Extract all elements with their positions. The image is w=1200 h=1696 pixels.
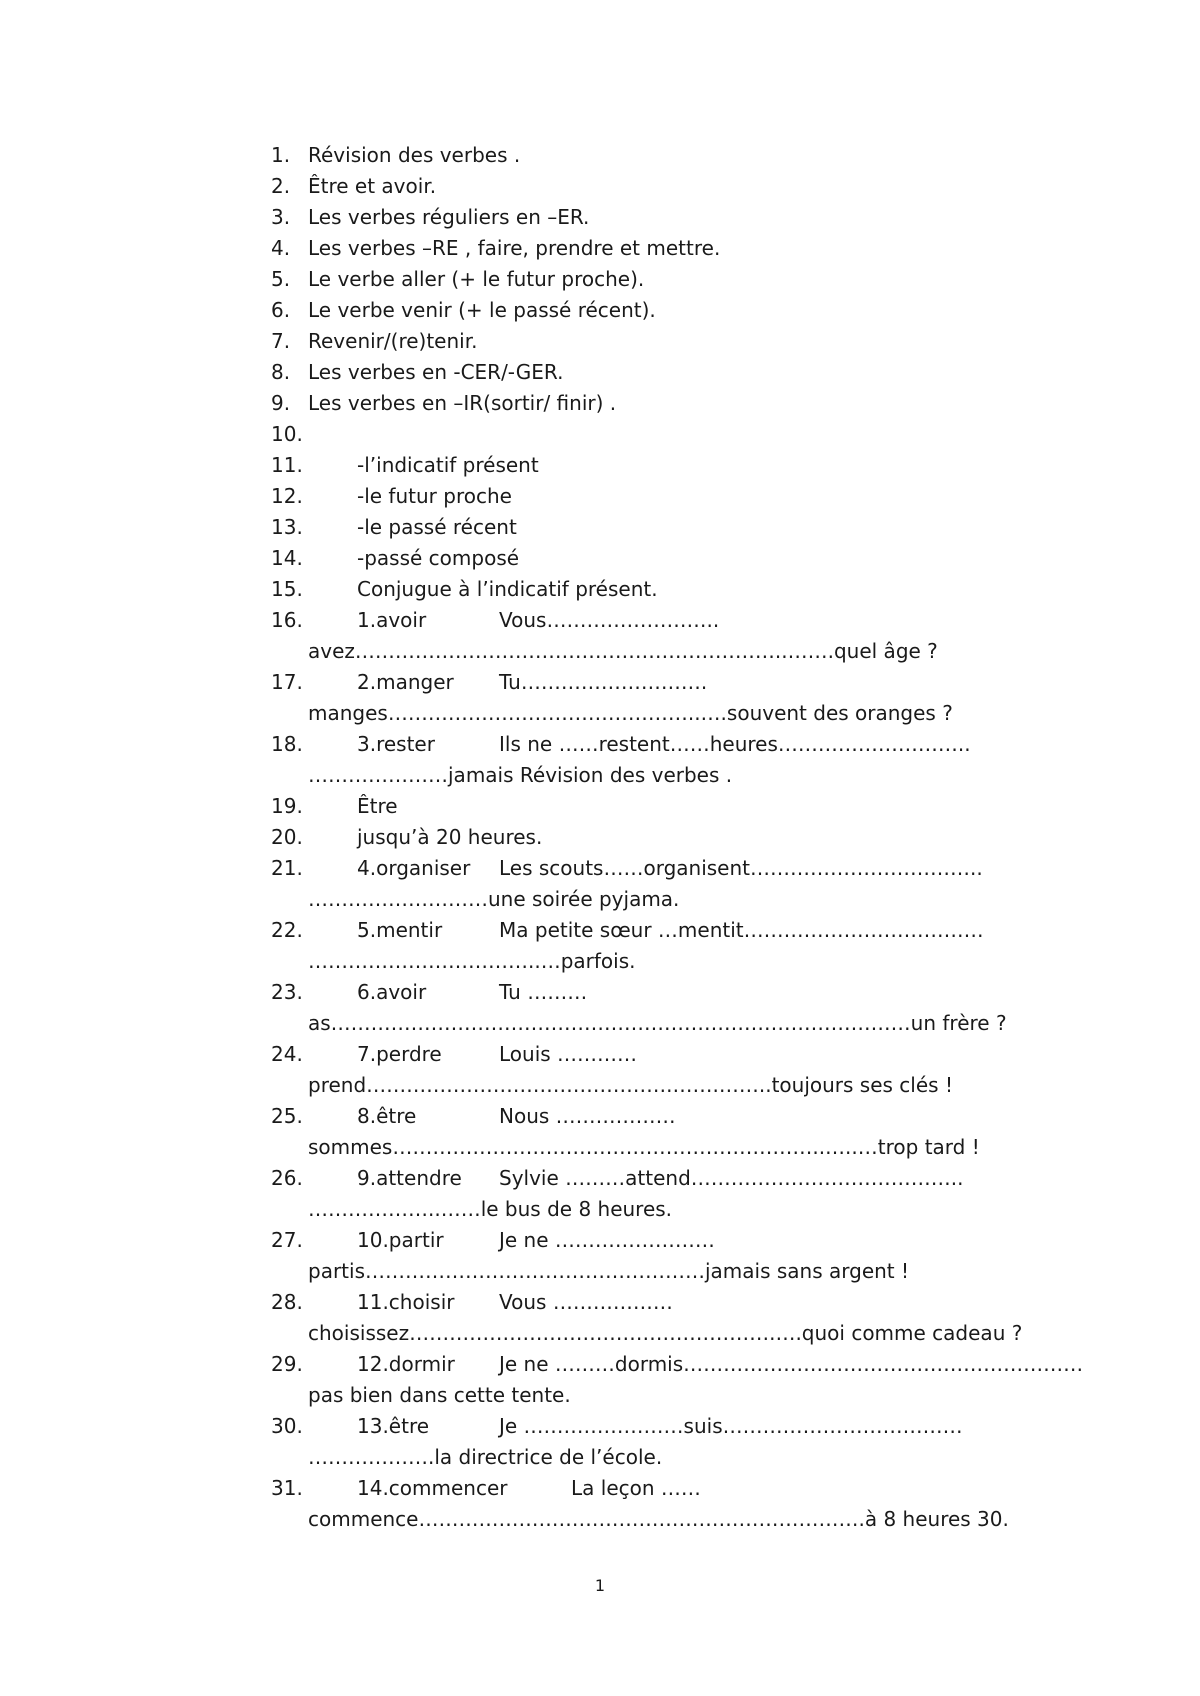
item-number: 14. bbox=[271, 546, 303, 570]
list-item bbox=[271, 574, 1091, 605]
exercise-sentence-end: ……………….la directrice de l’école. bbox=[308, 1445, 663, 1469]
item-number: 13. bbox=[271, 515, 303, 539]
item-number: 8. bbox=[271, 360, 291, 384]
list-item bbox=[271, 1163, 1091, 1225]
item-number: 3. bbox=[271, 205, 291, 229]
item-text: Les verbes –RE , faire, prendre et mettre. bbox=[308, 236, 721, 260]
list-item bbox=[271, 450, 1091, 481]
list-item bbox=[271, 1473, 1091, 1535]
exercise-verb: 13.être bbox=[357, 1414, 430, 1438]
item-number: 7. bbox=[271, 329, 291, 353]
item-text: Les verbes réguliers en –ER. bbox=[308, 205, 590, 229]
list-item bbox=[271, 512, 1091, 543]
item-text: Être bbox=[357, 794, 398, 818]
item-text: -le passé récent bbox=[357, 515, 517, 539]
exercise-sentence-end: …………………jamais Révision des verbes . bbox=[308, 763, 733, 787]
list-item bbox=[271, 1225, 1091, 1287]
exercise-verb: 11.choisir bbox=[357, 1290, 455, 1314]
item-number: 23. bbox=[271, 980, 303, 1004]
item-number: 5. bbox=[271, 267, 291, 291]
exercise-verb: 12.dormir bbox=[357, 1352, 455, 1376]
exercise-sentence-start: Tu ……… bbox=[499, 980, 588, 1004]
item-text: Le verbe aller (+ le futur proche). bbox=[308, 267, 645, 291]
exercise-sentence-start: Louis ………… bbox=[499, 1042, 638, 1066]
exercise-sentence-end: avez………………………………………………………..…….quel âge ? bbox=[308, 639, 938, 663]
list-item bbox=[271, 357, 1091, 388]
list-item bbox=[271, 295, 1091, 326]
list-item bbox=[271, 1411, 1091, 1473]
exercise-sentence-start: Ils ne ……restent……heures……………………….. bbox=[499, 732, 971, 756]
item-text: Conjugue à l’indicatif présent. bbox=[357, 577, 658, 601]
item-number: 11. bbox=[271, 453, 303, 477]
exercise-sentence-end: manges………………………………………..….souvent des oranges ? bbox=[308, 701, 953, 725]
item-number: 12. bbox=[271, 484, 303, 508]
exercise-verb: 3.rester bbox=[357, 732, 435, 756]
item-number: 20. bbox=[271, 825, 303, 849]
exercise-sentence-end: prend……………………………………….…….……..toujours ses clés ! bbox=[308, 1073, 953, 1097]
item-number: 25. bbox=[271, 1104, 303, 1128]
item-number: 10. bbox=[271, 422, 303, 446]
exercise-verb: 14.commencer bbox=[357, 1476, 508, 1500]
list-item bbox=[271, 171, 1091, 202]
exercise-verb: 7.perdre bbox=[357, 1042, 442, 1066]
item-number: 26. bbox=[271, 1166, 303, 1190]
list-item bbox=[271, 1287, 1091, 1349]
exercise-sentence-start: Nous ……………… bbox=[499, 1104, 676, 1128]
list-item bbox=[271, 667, 1091, 729]
item-text: Les verbes en -CER/-GER. bbox=[308, 360, 564, 384]
item-number: 1. bbox=[271, 143, 291, 167]
item-number: 18. bbox=[271, 732, 303, 756]
list-item bbox=[271, 419, 1091, 450]
item-number: 22. bbox=[271, 918, 303, 942]
item-text: -l’indicatif présent bbox=[357, 453, 539, 477]
exercise-sentence-end: commence………………………………………………………….à 8 heures 30. bbox=[308, 1507, 1009, 1531]
exercise-sentence-end: sommes………………………………………………………..…..…trop tard ! bbox=[308, 1135, 980, 1159]
item-number: 21. bbox=[271, 856, 303, 880]
exercise-sentence-end: partis……………………………………………jamais sans argent ! bbox=[308, 1259, 910, 1283]
exercise-sentence-end: ……………………………..…parfois. bbox=[308, 949, 636, 973]
exercise-sentence-start: Je ne …………………… bbox=[499, 1228, 715, 1252]
list-item bbox=[271, 915, 1091, 977]
list-item bbox=[271, 481, 1091, 512]
list-item bbox=[271, 853, 1091, 915]
item-text: -passé composé bbox=[357, 546, 520, 570]
exercise-verb: 2.manger bbox=[357, 670, 454, 694]
exercise-sentence-end: choisissez……………………………………………….….quoi comme cadeau ? bbox=[308, 1321, 1023, 1345]
item-text: Les verbes en –IR(sortir/ finir) . bbox=[308, 391, 617, 415]
item-number: 29. bbox=[271, 1352, 303, 1376]
exercise-verb: 1.avoir bbox=[357, 608, 427, 632]
item-number: 17. bbox=[271, 670, 303, 694]
item-number: 4. bbox=[271, 236, 291, 260]
exercise-sentence-start: Je ne ………dormis…………………………………………………… bbox=[499, 1352, 1084, 1376]
list-item bbox=[271, 233, 1091, 264]
exercise-sentence-start: Sylvie ………attend………………………………….. bbox=[499, 1166, 964, 1190]
exercise-sentence-start: Je ……………………suis……………………………… bbox=[499, 1414, 963, 1438]
exercise-verb: 4.organiser bbox=[357, 856, 471, 880]
exercise-verb: 6.avoir bbox=[357, 980, 427, 1004]
exercise-verb: 8.être bbox=[357, 1104, 417, 1128]
exercise-sentence-end: ………………………une soirée pyjama. bbox=[308, 887, 680, 911]
item-text: -le futur proche bbox=[357, 484, 512, 508]
exercise-sentence-start: Tu………………………. bbox=[499, 670, 708, 694]
list-item bbox=[271, 326, 1091, 357]
list-item bbox=[271, 1349, 1091, 1411]
list-item bbox=[271, 264, 1091, 295]
exercise-verb: 5.mentir bbox=[357, 918, 443, 942]
item-text: Révision des verbes . bbox=[308, 143, 521, 167]
exercise-sentence-end: as……………………………………………………………………………un frère ? bbox=[308, 1011, 1007, 1035]
exercise-verb: 9.attendre bbox=[357, 1166, 462, 1190]
exercise-verb: 10.partir bbox=[357, 1228, 444, 1252]
item-text: jusqu’à 20 heures. bbox=[357, 825, 543, 849]
exercise-sentence-start: Ma petite sœur …mentit……………………………… bbox=[499, 918, 984, 942]
item-number: 2. bbox=[271, 174, 291, 198]
list-item bbox=[271, 977, 1091, 1039]
list-item bbox=[271, 1039, 1091, 1101]
item-number: 30. bbox=[271, 1414, 303, 1438]
item-number: 16. bbox=[271, 608, 303, 632]
page-number: 1 bbox=[594, 1576, 606, 1595]
exercise-sentence-start: La leçon …… bbox=[571, 1476, 701, 1500]
item-number: 9. bbox=[271, 391, 291, 415]
exercise-sentence-start: Les scouts……organisent…………………………….. bbox=[499, 856, 983, 880]
exercise-sentence-start: Vous ……………… bbox=[499, 1290, 673, 1314]
list-item bbox=[271, 729, 1091, 791]
list-item bbox=[271, 202, 1091, 233]
item-number: 15. bbox=[271, 577, 303, 601]
list-item bbox=[271, 822, 1091, 853]
item-number: 19. bbox=[271, 794, 303, 818]
list-item bbox=[271, 791, 1091, 822]
list-item bbox=[271, 605, 1091, 667]
item-number: 24. bbox=[271, 1042, 303, 1066]
item-text: Être et avoir. bbox=[308, 174, 437, 198]
list-item bbox=[271, 140, 1091, 171]
item-number: 31. bbox=[271, 1476, 303, 1500]
item-number: 28. bbox=[271, 1290, 303, 1314]
item-number: 27. bbox=[271, 1228, 303, 1252]
exercise-sentence-start: Vous…………………….. bbox=[499, 608, 720, 632]
exercise-sentence-end: ………………..……le bus de 8 heures. bbox=[308, 1197, 673, 1221]
list-item bbox=[271, 1101, 1091, 1163]
item-text: Le verbe venir (+ le passé récent). bbox=[308, 298, 656, 322]
exercise-sentence-end: pas bien dans cette tente. bbox=[308, 1383, 571, 1407]
item-text: Revenir/(re)tenir. bbox=[308, 329, 478, 353]
verb-exercise-list bbox=[271, 140, 1091, 1535]
item-number: 6. bbox=[271, 298, 291, 322]
list-item bbox=[271, 543, 1091, 574]
list-item bbox=[271, 388, 1091, 419]
